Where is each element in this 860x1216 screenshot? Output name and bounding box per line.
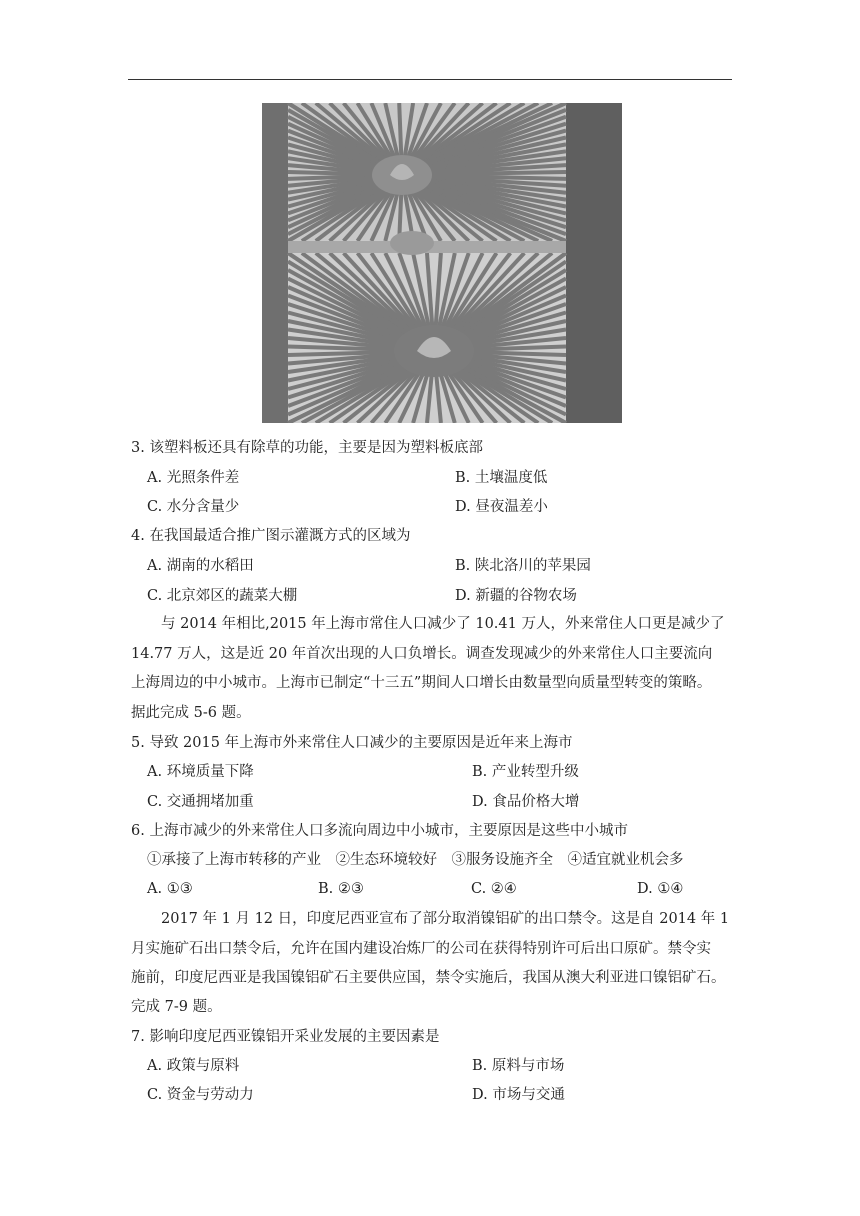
passage1-line2: 14.77 万人，这是近 20 年首次出现的人口负增长。调查发现减少的外来常住人口主要流向 xyxy=(131,646,713,662)
q6-stem: 6. 上海市减少的外来常住人口多流向周边中小城市，主要原因是这些中小城市 xyxy=(131,823,628,839)
q7-option-d: D. 市场与交通 xyxy=(472,1087,565,1103)
passage2-line1: 2017 年 1 月 12 日，印度尼西亚宣布了部分取消镍铝矿的出口禁令。这是自 2014 年 1 xyxy=(161,911,730,927)
q3-option-a: A. 光照条件差 xyxy=(147,470,240,486)
q3-option-d: D. 昼夜温差小 xyxy=(455,499,548,515)
q6-option-b: B. ②③ xyxy=(318,881,364,897)
q6-option-d: D. ①④ xyxy=(637,881,684,897)
q4-option-c: C. 北京郊区的蔬菜大棚 xyxy=(147,588,298,604)
q3-option-b: B. 土壤温度低 xyxy=(455,470,548,486)
q6-option-a: A. ①③ xyxy=(147,881,193,897)
q5-stem: 5. 导致 2015 年上海市外来常住人口减少的主要原因是近年来上海市 xyxy=(131,735,573,751)
q7-stem: 7. 影响印度尼西亚镍铝开采业发展的主要因素是 xyxy=(131,1029,440,1045)
q5-option-d: D. 食品价格大增 xyxy=(472,794,580,810)
q6-option-c: C. ②④ xyxy=(471,881,517,897)
irrigation-plastic-board-photo xyxy=(262,103,622,423)
q4-option-b: B. 陕北洛川的苹果园 xyxy=(455,558,591,574)
q7-option-c: C. 资金与劳动力 xyxy=(147,1087,254,1103)
q7-option-b: B. 原料与市场 xyxy=(472,1058,565,1074)
passage2-line4: 完成 7-9 题。 xyxy=(131,999,222,1015)
passage1-line3: 上海周边的中小城市。上海市已制定“十三五”期间人口增长由数量型向质量型转变的策略。 xyxy=(131,675,712,691)
passage1-line1: 与 2014 年相比,2015 年上海市常住人口减少了 10.41 万人，外来常住人口更是减少了 xyxy=(161,616,725,632)
passage2-line3: 施前，印度尼西亚是我国镍铝矿石主要供应国，禁令实施后，我国从澳大利亚进口镍铝矿石。 xyxy=(131,970,726,986)
q5-option-b: B. 产业转型升级 xyxy=(472,764,579,780)
q5-option-c: C. 交通拥堵加重 xyxy=(147,794,254,810)
q5-option-a: A. 环境质量下降 xyxy=(147,764,254,780)
q4-option-d: D. 新疆的谷物农场 xyxy=(455,588,577,604)
header-rule xyxy=(128,79,732,80)
passage2-line2: 月实施矿石出口禁令后，允许在国内建设冶炼厂的公司在获得特别许可后出口原矿。禁令实 xyxy=(131,941,711,957)
q6-items: ①承接了上海市转移的产业 ②生态环境较好 ③服务设施齐全 ④适宜就业机会多 xyxy=(147,852,684,868)
q3-stem: 3. 该塑料板还具有除草的功能，主要是因为塑料板底部 xyxy=(131,440,483,456)
q4-option-a: A. 湖南的水稻田 xyxy=(147,558,254,574)
q7-option-a: A. 政策与原料 xyxy=(147,1058,240,1074)
passage1-line4: 据此完成 5-6 题。 xyxy=(131,705,251,721)
q4-stem: 4. 在我国最适合推广图示灌溉方式的区域为 xyxy=(131,528,411,544)
q3-option-c: C. 水分含量少 xyxy=(147,499,240,515)
